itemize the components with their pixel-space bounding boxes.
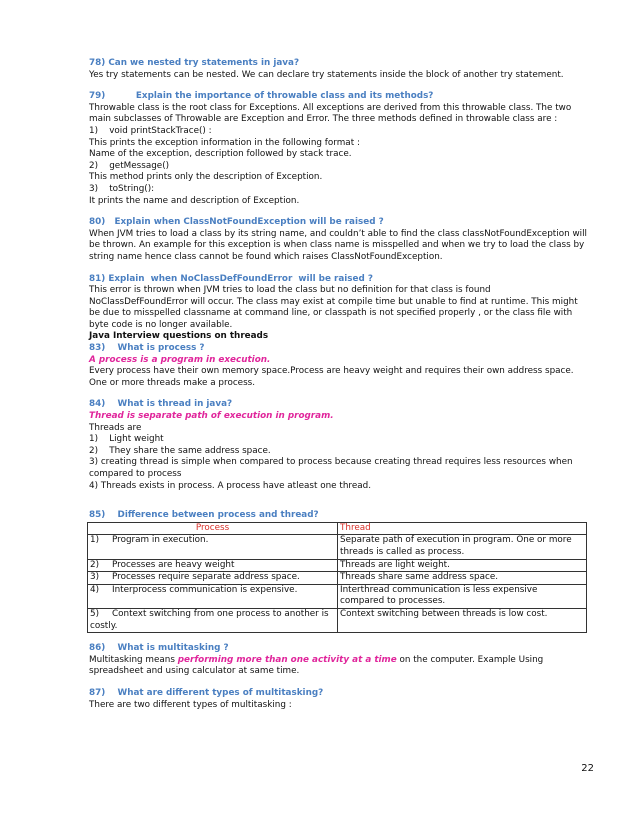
thread-definition: Thread is separate path of execution in program. xyxy=(89,411,334,422)
method-3-desc: It prints the name and description of Exception. xyxy=(89,195,300,206)
method-3: 3) toString(): xyxy=(89,183,155,194)
document-page xyxy=(89,58,589,711)
question-86-title: 86) What is multitasking ? xyxy=(89,643,229,654)
thread-list-item: 1) Light weight xyxy=(89,434,164,445)
table-row xyxy=(88,584,587,608)
process-cell: Processes are heavy weight xyxy=(112,559,235,570)
header-process: Process xyxy=(88,522,338,535)
process-cell: Context switching from one process to another is costly. xyxy=(90,608,329,631)
thread-list-item: 2) They share the same address space. xyxy=(89,445,271,456)
thread-cell: Threads share same address space. xyxy=(338,572,587,585)
method-1: 1) void printStackTrace() : xyxy=(89,125,212,136)
thread-cell: Threads are light weight. xyxy=(338,559,587,572)
process-definition: A process is a program in execution. xyxy=(89,354,271,365)
multitasking-emphasis: performing more than one activity at a time xyxy=(177,654,397,665)
question-79-title: 79) Explain the importance of throwable class and its methods? xyxy=(89,91,434,102)
question-79-intro: Throwable class is the root class for Exceptions. All exceptions are derived from this throwable class. The two main subclasses of Throwable are Exception and Error. The three methods defined in throwable class are : xyxy=(89,102,572,125)
table-row xyxy=(88,608,587,632)
question-81-title: 81) Explain when NoClassDefFoundError will be raised ? xyxy=(89,273,373,284)
thread-list-item: 3) creating thread is simple when compared to process because creating thread requires less resources when compared to process xyxy=(89,457,573,479)
process-cell: Processes require separate address space. xyxy=(112,572,300,583)
question-84-title: 84) What is thread in java? xyxy=(89,399,233,410)
question-83-answer: Every process have their own memory space.Process are heavy weight and requires their own address space. One or more threads make a process. xyxy=(89,366,574,388)
process-thread-table xyxy=(87,522,587,633)
multitasking-post: on the computer. Example Using spreadsheet and using calculator at same time. xyxy=(89,654,544,677)
question-78-answer: Yes try statements can be nested. We can declare try statements inside the block of another try statement. xyxy=(89,69,564,80)
question-81-answer: This error is thrown when JVM tries to load the class but no definition for that class is found NoClassDefFoundError will occur. The class may exist at compile time but unable to find at runtime. This might be due to misspelled classname at command line, or classpath is not specified properly , or the class file with byte code is no longer available. xyxy=(89,285,578,330)
row-number: 2) xyxy=(90,559,100,570)
process-cell: Program in execution. xyxy=(112,535,209,546)
process-cell: Interprocess communication is expensive. xyxy=(112,584,298,595)
method-1-desc-2: Name of the exception, description followed by stack trace. xyxy=(89,149,352,160)
thread-cell: Interthread communication is less expensive compared to processes. xyxy=(338,584,587,608)
row-number: 1) xyxy=(90,535,100,546)
thread-cell: Separate path of execution in program. One or more threads is called as process. xyxy=(338,535,587,559)
table-header-row xyxy=(88,522,587,535)
question-85-title: 85) Difference between process and thread? xyxy=(89,510,319,521)
thread-list-intro: Threads are xyxy=(89,422,142,433)
question-86-answer xyxy=(89,655,589,678)
method-2-desc: This method prints only the description of Exception. xyxy=(89,172,323,183)
thread-cell: Context switching between threads is low cost. xyxy=(338,608,587,632)
question-80-title: 80) Explain when ClassNotFoundException will be raised ? xyxy=(89,217,384,228)
question-80-answer: When JVM tries to load a class by its string name, and couldn’t able to find the class classNotFoundException will be thrown. An example for this exception is when class name is misspelled and when we try to load the class by string name hence class cannot be found which raises ClassNotFoundException. xyxy=(89,228,587,262)
row-number: 3) xyxy=(90,572,100,583)
question-83-title: 83) What is process ? xyxy=(89,343,205,354)
section-heading: Java Interview questions on threads xyxy=(89,331,269,342)
row-number: 5) xyxy=(90,608,100,619)
table-row xyxy=(88,559,587,572)
thread-list-item: 4) Threads exists in process. A process have atleast one thread. xyxy=(89,480,372,491)
method-2: 2) getMessage() xyxy=(89,160,170,171)
multitasking-pre: Multitasking means xyxy=(89,654,178,665)
method-1-desc-1: This prints the exception information in the following format : xyxy=(89,137,360,148)
question-87-title: 87) What are different types of multitasking? xyxy=(89,687,324,698)
question-87-answer: There are two different types of multitasking : xyxy=(89,699,292,710)
page-number: 22 xyxy=(581,763,594,774)
row-number: 4) xyxy=(90,584,100,595)
question-78-title: 78) Can we nested try statements in java? xyxy=(89,58,300,68)
table-row xyxy=(88,535,587,559)
table-row xyxy=(88,572,587,585)
header-thread: Thread xyxy=(338,522,587,535)
